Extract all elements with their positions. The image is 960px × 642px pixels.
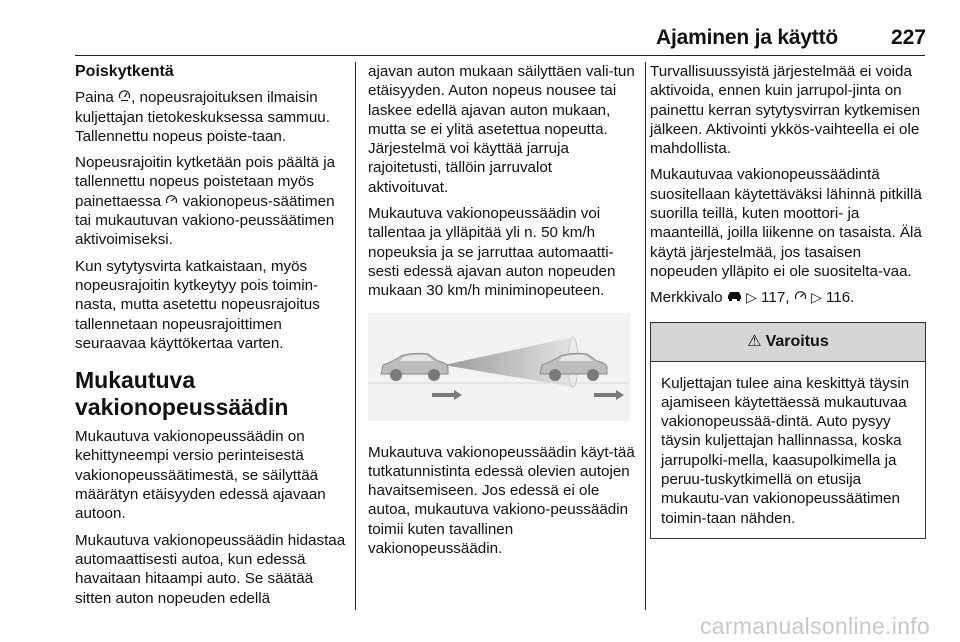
speed-limiter-icon: [118, 88, 131, 107]
page-reference-icon: ▷: [746, 289, 757, 306]
paragraph: Turvallisuussyistä järjestelmää ei voida aktivoida, ennen kuin jarrupol-jinta on painettu kerran sytytysvirran kytkemisen jälkeen. Aktivointi ykkös-vaihteella ei ole mahdollista.: [650, 63, 921, 158]
section-heading-poiskytkenta: Poiskytkentä: [75, 63, 174, 80]
cruise-control-icon: [165, 192, 178, 211]
cruise-control-icon: [794, 288, 807, 307]
page-reference-icon: ▷: [810, 289, 822, 306]
paragraph: Mukautuva vakionopeussäädin voi tallentaa ja ylläpitää yli n. 50 km/h nopeuksia ja se jarruttaa automaatti-sesti edessä ajavan auton nopeuden mukaan 30 km/h miniminopeuteen.: [368, 205, 616, 300]
header-rule: [75, 55, 925, 56]
paragraph: Mukautuva vakionopeussäädin on kehittyneempi versio perinteisestä vakionopeussäätimestä, se säilyttää määrätyn etäisyyden edessä ajavaan autoon.: [75, 428, 326, 523]
paragraph: Mukautuva vakionopeussäädin hidastaa automaattisesti autoa, kun edessä havaitaan hitaampi auto. Se säätää sitten auton nopeuden edellä: [75, 531, 346, 607]
page-header-title: Ajaminen ja käyttö: [656, 26, 838, 49]
vehicle-ahead-icon: [727, 288, 742, 307]
paragraph: ajavan auton mukaan säilyttäen vali-tun etäisyyden. Auton nopeus nousee tai laskee edellä ajavan auton mukaan, mutta se ei ylitä asetettua nopeutta. Järjestelmä voi käyttää jarruja rajoitetusti, tällöin jarruvalot aktivoituvat.: [368, 63, 635, 196]
direction-arrow-icon: [594, 390, 624, 400]
rear-car-icon: [381, 353, 448, 381]
column-3: [650, 62, 930, 539]
paragraph: Nopeusrajoitin kytketään pois päältä ja tallennettu nopeus poistetaan myös painettaessa vakionopeus-säätimen tai mukautuvan vakiono-peussäätimen aktivoimiseksi.: [75, 154, 336, 249]
warning-triangle-icon: ⚠: [747, 332, 762, 350]
paragraph: Kun sytytysvirta katkaistaan, myös nopeusrajoitin kytkeytyy pois toimin-nasta, mutta asetettu nopeusrajoitus tallennetaan nopeusrajoittimen seuraavaa käyttökertaa varten.: [75, 257, 320, 352]
page-number: 227: [890, 26, 926, 49]
warning-header: ⚠ Varoitus: [651, 323, 925, 362]
paragraph: Mukautuvaa vakionopeussäädintä suositellaan käytettäväksi lähinnä pitkillä suorilla teillä, kuten moottori- ja maanteillä, joilla liikenne on tasaista. Älä käytä järjestelmää, jos tasaisen nopeuden ylläpito ei ole suositelta-vaa.: [650, 166, 922, 280]
warning-text: Kuljettajan tulee aina keskittyä täysin ajamiseen käytettäessä mukautuvaa vakionopeussää-dintä. Auto pysyy täysin kuljettajan hallinnassa, koska jarrupolki-mella, kaasupolkimella ja peruu-tuskytkimellä on etusija mukautu-van vakionopeussäätimen toimin-taan nähden.: [661, 374, 910, 527]
warning-box: [650, 322, 926, 539]
column-divider-2: [645, 62, 646, 610]
direction-arrow-icon: [432, 390, 462, 400]
radar-illustration: [368, 313, 630, 421]
column-2: [368, 62, 636, 565]
paragraph: Mukautuva vakionopeussäädin käyt-tää tutkatunnistinta edessä olevien autojen havaitsemiseen. Jos edessä ei ole autoa, mukautuva vakiono-peussäädin toimii kuten tavallinen vakionopeussäädin.: [368, 443, 635, 558]
paragraph: Paina , nopeusrajoituksen ilmaisin kuljettajan tietokeskuksessa sammuu. Tallennettu nopeus poiste-taan.: [75, 89, 330, 145]
section-title-adaptive-cruise: Mukautuva vakionopeussäädin: [75, 367, 289, 421]
paragraph: Merkkivalo ▷ 117, ▷ 116.: [650, 289, 855, 307]
column-1: [75, 62, 350, 615]
column-divider-1: [355, 62, 356, 610]
watermark: carmanualsonline.info: [699, 613, 930, 639]
